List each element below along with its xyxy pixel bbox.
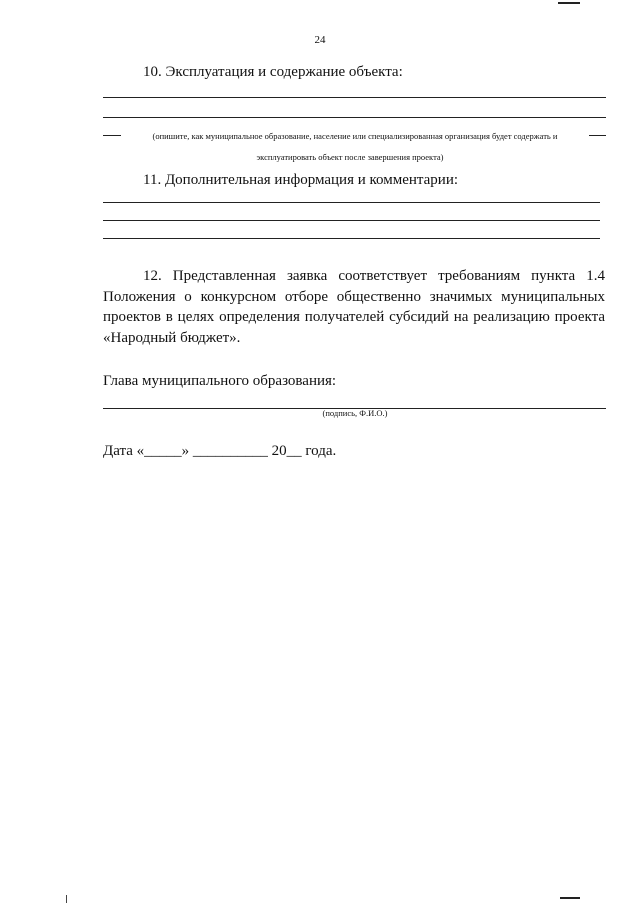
section-10-hint-line-1: (опишите, как муниципальное образование, население или специализированная организация будет содержать и (121, 131, 589, 141)
section-11-line-3 (103, 238, 600, 239)
section-10-line-1 (103, 97, 606, 98)
signature-title: Глава муниципального образования: (103, 373, 337, 389)
section-11-line-2 (103, 220, 600, 221)
date-line: Дата «_____» __________ 20__ года. (103, 443, 337, 459)
signature-hint: (подпись, Ф.И.О.) (322, 408, 388, 418)
scan-edge-mark-bottom-left (66, 895, 67, 903)
scan-edge-mark-top (558, 2, 580, 4)
section-10-title: 10. Эксплуатация и содержание объекта: (143, 64, 403, 80)
section-12-paragraph (103, 266, 605, 348)
section-12-text: 12. Представленная заявка соответствует требованиям пункта 1.4 Положения о конкурсном отборе общественно значимых муниципальных проектов в целях определения получателей субсидий на реализацию проекта «Народный бюджет». (103, 268, 605, 346)
section-10-line-2 (103, 117, 606, 118)
section-11-line-1 (103, 202, 600, 203)
section-10-hint-line-2: эксплуатировать объект после завершения проекта) (256, 152, 444, 162)
scan-edge-mark-bottom-right (560, 897, 580, 899)
page-number: 24 (314, 34, 326, 46)
section-11-title: 11. Дополнительная информация и комментарии: (143, 172, 459, 188)
